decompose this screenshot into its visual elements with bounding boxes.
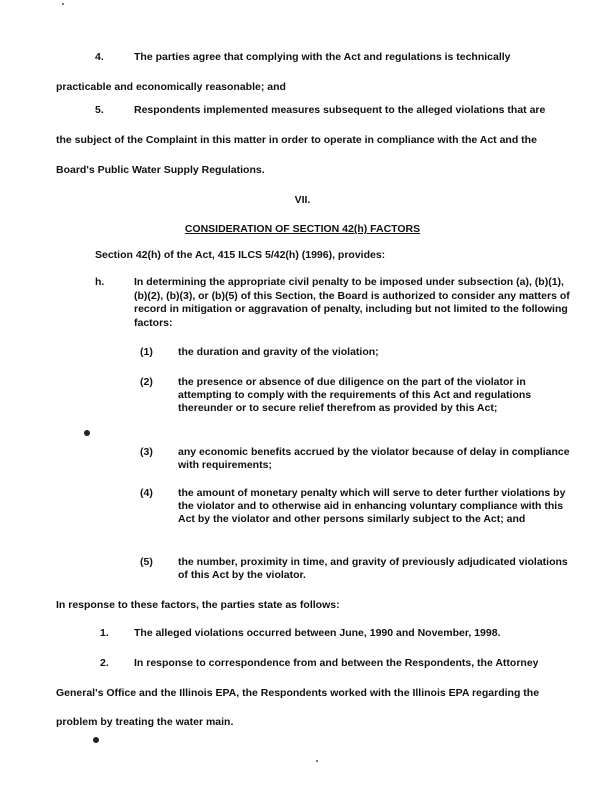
factor-text: the number, proximity in time, and gravity of previously adjudicated violations of this Act by the violator. [178,556,568,581]
margin-mark [93,737,99,743]
paragraph-line: Respondents implemented measures subsequent to the alleged violations that are [134,104,546,116]
section-number: VII. [294,194,311,206]
paragraph-line: the subject of the Complaint in this matter in order to operate in compliance with the Act and the [56,134,537,146]
subsection-label: h. [95,276,105,288]
factor-number: (5) [140,556,153,568]
scan-speck [62,3,64,5]
statute-intro: Section 42(h) of the Act, 415 ILCS 5/42(h) (1996), provides: [95,249,386,261]
paragraph-line: The alleged violations occurred between June, 1990 and November, 1998. [134,627,501,639]
paragraph-line: problem by treating the water main. [56,716,234,728]
subsection-text: In determining the appropriate civil penalty to be imposed under subsection (a), (b)(1), (b)(2), (b)(3), or (b)(5) of this Section, the Board is authorized to consider any matters of record in mitigation or aggravation of penalty, including but not limited to the following factors: [134,276,570,329]
factor-text: the amount of monetary penalty which will serve to deter further violations by the violator and to otherwise aid in enhancing voluntary compliance with this Act by the violator and other persons similarly subject to the Act; and [178,487,566,525]
factor-number: (2) [140,376,153,388]
paragraph-number: 4. [95,51,104,63]
factor-text: the duration and gravity of the violation; [178,346,379,358]
response-intro: In response to these factors, the parties state as follows: [56,599,340,611]
paragraph-line: The parties agree that complying with the Act and regulations is technically [134,51,511,63]
scan-speck [316,760,318,762]
margin-mark [84,430,90,436]
factor-number: (4) [140,487,153,499]
paragraph-line: General's Office and the Illinois EPA, the Respondents worked with the Illinois EPA regarding the [56,687,540,699]
paragraph-line: Board's Public Water Supply Regulations. [56,164,265,176]
paragraph-number: 1. [100,627,109,639]
factor-text: any economic benefits accrued by the violator because of delay in compliance with requirements; [178,446,570,471]
paragraph-line: In response to correspondence from and between the Respondents, the Attorney [134,657,539,669]
factor-number: (1) [140,346,153,358]
factor-text: the presence or absence of due diligence on the part of the violator in attempting to comply with the requirements of this Act and regulations thereunder or to secure relief therefrom as provided by this Act; [178,376,532,414]
paragraph-number: 5. [95,104,104,116]
factor-number: (3) [140,446,153,458]
paragraph-line: practicable and economically reasonable; and [56,81,286,93]
section-heading: CONSIDERATION OF SECTION 42(h) FACTORS [184,223,421,235]
paragraph-number: 2. [100,657,109,669]
